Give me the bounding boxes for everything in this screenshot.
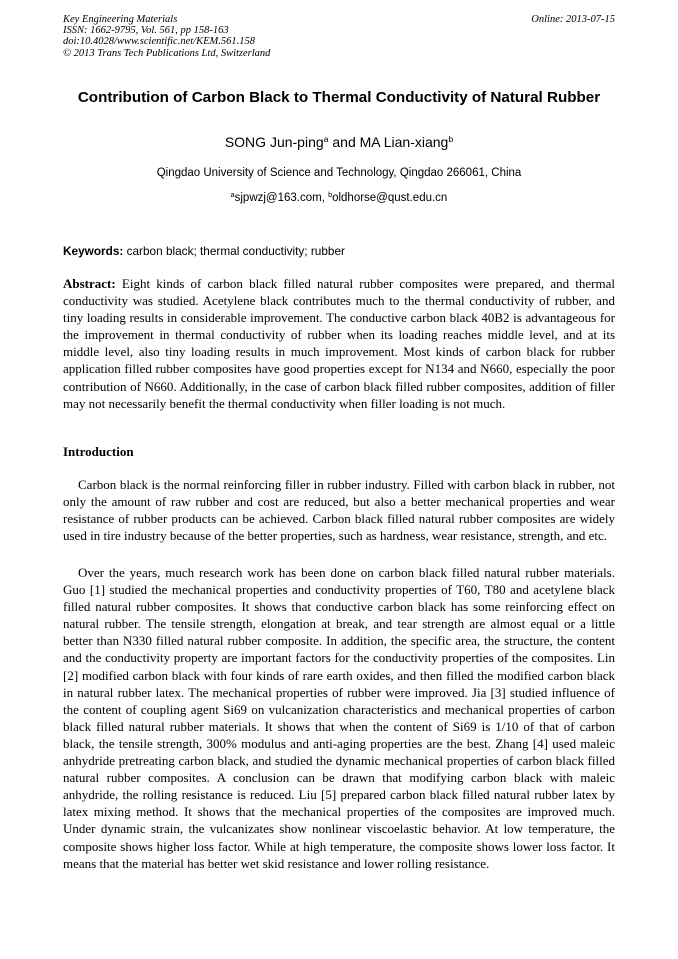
introduction-heading: Introduction — [63, 444, 134, 459]
doi-line: doi:10.4028/www.scientific.net/KEM.561.158 — [63, 36, 255, 48]
abstract-text: Eight kinds of carbon black filled natural rubber composites were prepared, and thermal conductivity was studied. Acetylene black contributes much to the thermal conductivity of rubber, and tiny loading results in considerable improvement. The conductive carbon black 40B2 is advantageous for the improvement in thermal conductivity of rubber when its loading reaches middle level, and at its middle level, also tiny loading results in much improvement. Most kinds of carbon black for rubber application filled rubber composites have good properties except for N134 and N660, especially the poor contribution of N660. Additionally, in the case of carbon black filled rubber composites, addition of filler may not necessarily benefit the thermal conductivity when filler loading is not much. — [63, 276, 615, 411]
paper-title: Contribution of Carbon Black to Thermal Conductivity of Natural Rubber — [77, 89, 601, 106]
keywords-line — [63, 244, 615, 258]
abstract-paragraph — [63, 275, 615, 412]
affiliation: Qingdao University of Science and Technology, Qingdao 266061, China — [156, 167, 522, 179]
journal-name: Key Engineering Materials — [63, 14, 178, 25]
author-line — [0, 134, 678, 150]
keywords-text: carbon black; thermal conductivity; rubber — [123, 244, 345, 258]
journal-header — [63, 14, 615, 59]
email-1: sjpwzj@163.com, — [234, 192, 329, 204]
introduction-paragraph-1: Carbon black is the normal reinforcing filler in rubber industry. Filled with carbon black in rubber, not only the amount of raw rubber and cost are reduced, but also a better mechanical properties and wear resistance of rubber products can be achieved. Carbon black filled natural rubber composites are widely used in tire industry because of the better properties, such as hardness, wear resistance, strength, and etc. — [63, 477, 615, 544]
online-date: Online: 2013-07-15 — [531, 14, 615, 25]
email-2-superscript: b — [328, 191, 333, 200]
introduction-paragraph-2: Over the years, much research work has been done on carbon black filled natural rubber materials. Guo [1] studied the mechanical properties and conductivity properties of T60, T80 and acetylene black filled natural rubber composites. It shows that conductive carbon black has some reinforcing effect on natural rubber. The tensile strength, elongation at break, and tear strength are almost equal or a little better than N330 filled natural rubber composite. In addition, the specific area, the structure, the content and the conductivity property are important factors for the conductivity properties of the composites. Lin [2] modified carbon black with four kinds of rare earth oxides, and then filled the modified carbon black in natural rubber latex. The mechanical properties of rubber were improved. Jia [3] studied influence of the content of coupling agent Si69 on vulcanization characteristics and mechanical properties of carbon black filled natural rubber materials. It shows that when the content of Si69 is 1/10 of that of carbon black, the tensile strength, 300% modulus and anti-aging properties are the best. Zhang [4] used maleic anhydride pretreating carbon black, and studied the dynamic mechanical properties of carbon black filled natural rubber composites. A conclusion can be drawn that modifying carbon black with maleic anhydride, the rolling resistance is reduced. Liu [5] prepared carbon black filled natural rubber latex by latex mixing method. It shows that the mechanical properties of the composites are improved much. Under dynamic strain, the vulcanizates show nonlinear viscoelastic behavior. At low temperature, the composite shows higher loss factor. While at high temperature, the composite shows lower loss factor. It means that the material has better wet skid resistance and lower rolling resistance. — [63, 565, 615, 871]
email-line — [0, 192, 678, 204]
email-1-superscript: a — [230, 191, 235, 200]
email-2: oldhorse@qust.edu.cn — [332, 192, 448, 204]
copyright-line: © 2013 Trans Tech Publications Ltd, Switzerland — [63, 47, 271, 59]
keywords-label: Keywords: — [63, 244, 124, 258]
author-1-superscript: a — [323, 134, 329, 145]
author-2: MA Lian-xiang — [359, 134, 449, 150]
abstract-label: Abstract: — [63, 276, 116, 291]
author-2-superscript: b — [448, 134, 454, 145]
issn-line: ISSN: 1662-9795, Vol. 561, pp 158-163 — [63, 25, 229, 37]
author-1: SONG Jun-ping — [224, 134, 324, 150]
author-conjunction: and — [328, 134, 360, 150]
